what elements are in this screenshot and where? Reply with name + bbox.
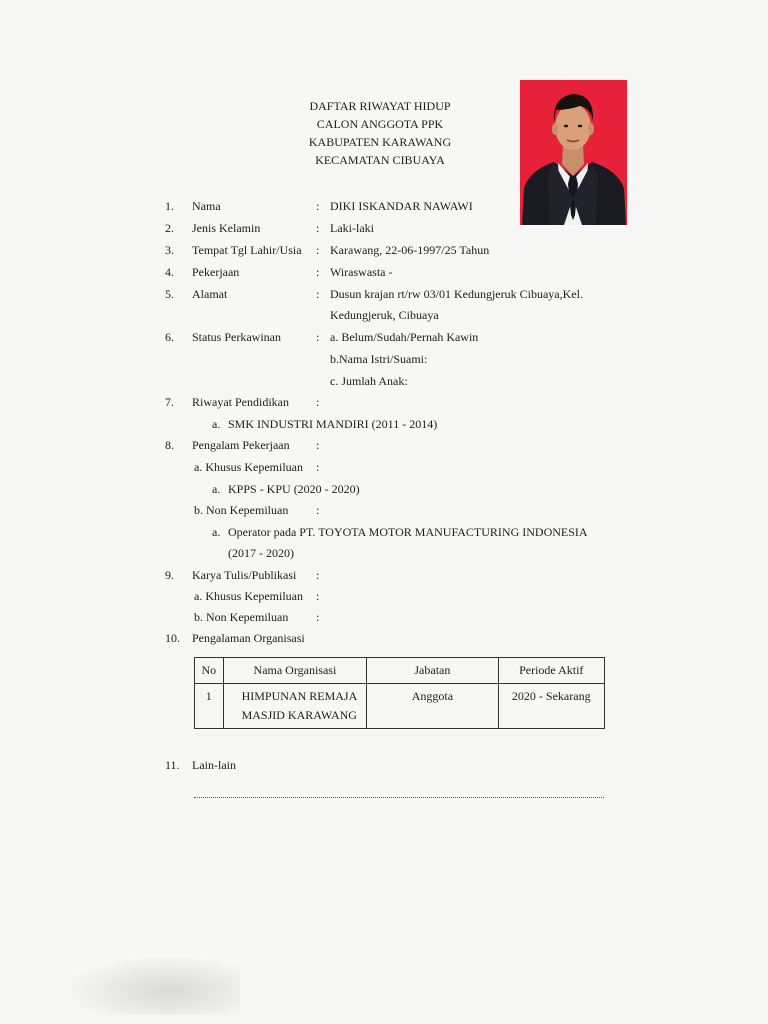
field-label: Tempat Tgl Lahir/Usia — [192, 243, 302, 257]
field-colon: : — [316, 460, 320, 474]
field-label: Pekerjaan — [192, 265, 240, 279]
field-value: Karawang, 22-06-1997/25 Tahun — [330, 243, 490, 257]
title-line-3: KABUPATEN KARAWANG — [308, 135, 452, 149]
cell-periode: 2020 - Sekarang — [498, 684, 604, 729]
field-number: 10. — [165, 631, 180, 645]
field-number: 11. — [165, 758, 180, 772]
field-value: Wiraswasta - — [330, 265, 393, 279]
title-line-4: KECAMATAN CIBUAYA — [315, 153, 445, 167]
field-colon: : — [316, 243, 320, 257]
person-photo-icon — [520, 80, 627, 225]
table-row — [195, 684, 605, 729]
field-label: Lain-lain — [192, 758, 236, 772]
dotted-line — [194, 797, 604, 798]
field-colon: : — [316, 503, 320, 517]
cell-text: HIMPUNAN REMAJA — [241, 689, 358, 703]
list-text: (2017 - 2020) — [228, 546, 294, 560]
field-colon: : — [316, 221, 320, 235]
field-label: Pengalam Pekerjaan — [192, 438, 290, 452]
field-number: 9. — [165, 568, 174, 582]
table-header-row — [195, 658, 605, 684]
field-number: 2. — [165, 221, 174, 235]
field-value: a. Belum/Sudah/Pernah Kawin — [330, 330, 479, 344]
field-value: DIKI ISKANDAR NAWAWI — [330, 199, 473, 213]
title-line-1: DAFTAR RIWAYAT HIDUP — [309, 99, 451, 113]
list-marker: a. — [212, 525, 221, 539]
list-text: SMK INDUSTRI MANDIRI (2011 - 2014) — [228, 417, 438, 431]
field-colon: : — [316, 287, 320, 301]
field-colon: : — [316, 589, 320, 603]
cell-text: MASJID KARAWANG — [241, 708, 357, 722]
header-no: No — [195, 658, 224, 684]
header-jabatan: Jabatan — [367, 658, 498, 684]
list-marker: a. — [212, 417, 221, 431]
field-label: Pengalaman Organisasi — [192, 631, 305, 645]
field-colon: : — [316, 395, 320, 409]
field-number: 7. — [165, 395, 174, 409]
cell-no: 1 — [195, 684, 224, 729]
sub-label: a. Khusus Kepemiluan — [194, 460, 303, 474]
field-colon: : — [316, 568, 320, 582]
field-colon: : — [316, 265, 320, 279]
field-number: 8. — [165, 438, 174, 452]
document-title — [250, 97, 510, 169]
field-number: 1. — [165, 199, 174, 213]
header-nama-organisasi: Nama Organisasi — [223, 658, 367, 684]
paper-smudge — [60, 955, 240, 1015]
sub-label: b. Non Kepemiluan — [194, 503, 289, 517]
field-number: 4. — [165, 265, 174, 279]
field-label: Riwayat Pendidikan — [192, 395, 289, 409]
list-text: KPPS - KPU (2020 - 2020) — [228, 482, 360, 496]
field-label: Jenis Kelamin — [192, 221, 261, 235]
field-number: 5. — [165, 287, 174, 301]
field-label: Karya Tulis/Publikasi — [192, 568, 297, 582]
field-value: b.Nama Istri/Suami: — [330, 352, 428, 366]
field-number: 3. — [165, 243, 174, 257]
field-label: Alamat — [192, 287, 228, 301]
field-label: Nama — [192, 199, 221, 213]
cell-jabatan: Anggota — [367, 684, 498, 729]
cell-nama-organisasi — [223, 684, 367, 729]
title-line-2: CALON ANGGOTA PPK — [316, 117, 444, 131]
field-value: Kedungjeruk, Cibuaya — [330, 308, 439, 322]
organization-table — [194, 657, 605, 729]
field-colon: : — [316, 330, 320, 344]
field-value: Laki-laki — [330, 221, 374, 235]
field-colon: : — [316, 610, 320, 624]
field-colon: : — [316, 438, 320, 452]
field-number: 6. — [165, 330, 174, 344]
field-value: c. Jumlah Anak: — [330, 374, 408, 388]
sub-label: b. Non Kepemiluan — [194, 610, 289, 624]
sub-label: a. Khusus Kepemiluan — [194, 589, 303, 603]
field-colon: : — [316, 199, 320, 213]
field-value: Dusun krajan rt/rw 03/01 Kedungjeruk Cibuaya,Kel. — [330, 287, 583, 301]
header-periode: Periode Aktif — [498, 658, 604, 684]
list-text: Operator pada PT. TOYOTA MOTOR MANUFACTURING INDONESIA — [228, 525, 588, 539]
list-marker: a. — [212, 482, 221, 496]
field-label: Status Perkawinan — [192, 330, 281, 344]
